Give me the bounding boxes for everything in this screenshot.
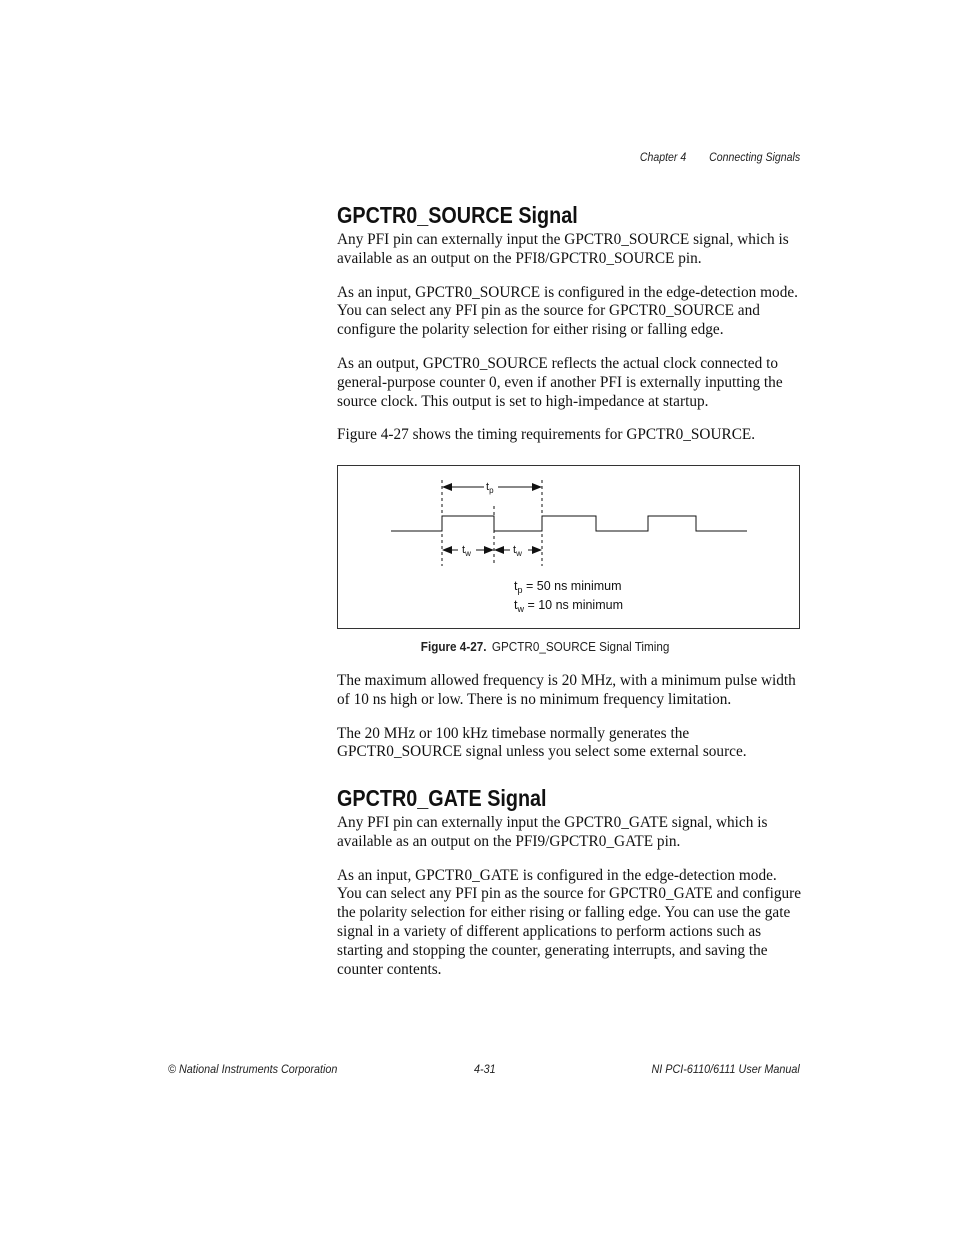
timing-diagram	[338, 466, 799, 628]
figure-label: Figure 4-27.	[420, 639, 487, 654]
gate-paragraph-2: As an input, GPCTR0_GATE is configured in the edge-detection mode. You can select any PFI pin as the source for GPCTR0_GATE and configure the polarity selection for either rising or falling edge. You can use the gate signal in a variety of different applications to perform actions such as starting and stopping the counter, generating interrupts, and saving the counter contents.	[337, 866, 802, 978]
after-figure-paragraph-2: The 20 MHz or 100 kHz timebase normally generates the GPCTR0_SOURCE signal unless you select some external source.	[337, 724, 747, 761]
footer-page-number: 4-31	[474, 1062, 496, 1076]
tp-definition: $t_p = 50$ ns minimum	[514, 579, 622, 595]
after-figure-paragraph-1: The maximum allowed frequency is 20 MHz, with a minimum pulse width of 10 ns high or low. There is no minimum frequency limitation.	[337, 672, 796, 708]
tw1-label: $t_w$	[462, 544, 471, 558]
figure-caption-text: GPCTR0_SOURCE Signal Timing	[491, 639, 670, 654]
footer-manual-title: NI PCI-6110/6111 User Manual	[651, 1062, 800, 1076]
source-paragraph-1: Any PFI pin can externally input the GPCTR0_SOURCE signal, which is available as an output on the PFI8/GPCTR0_SOURCE pin.	[337, 231, 789, 267]
source-section	[337, 202, 803, 445]
footer-copyright: © National Instruments Corporation	[168, 1062, 338, 1076]
tw-definition: $t_w = 10$ ns minimum	[514, 598, 623, 614]
gate-paragraph-1: Any PFI pin can externally input the GPCTR0_GATE signal, which is available as an output on the PFI9/GPCTR0_GATE pin.	[337, 814, 768, 850]
source-section-title: GPCTR0_SOURCE Signal	[337, 202, 578, 228]
timing-figure	[337, 465, 800, 629]
tw2-label: $t_w$	[513, 544, 522, 558]
after-figure-text	[337, 672, 803, 762]
figure-caption	[0, 639, 954, 654]
source-paragraph-2: As an input, GPCTR0_SOURCE is configured in the edge-detection mode. You can select any PFI pin as the source for GPCTR0_SOURCE and configure the polarity selection for either rising or falling edge.	[337, 283, 798, 339]
tp-label: $t_p$	[486, 481, 494, 495]
header-section: Connecting Signals	[709, 150, 800, 164]
header-chapter: Chapter 4	[639, 150, 687, 164]
gate-section-title: GPCTR0_GATE Signal	[337, 785, 547, 811]
source-waveform	[391, 516, 747, 531]
running-header	[640, 150, 800, 164]
source-paragraph-4: Figure 4-27 shows the timing requirements for GPCTR0_SOURCE.	[337, 426, 756, 444]
gate-section	[337, 785, 803, 979]
source-paragraph-3: As an output, GPCTR0_SOURCE reflects the actual clock connected to general-purpose counter 0, even if another PFI is externally inputting the source clock. This output is set to high-impedance at startup.	[337, 354, 783, 410]
